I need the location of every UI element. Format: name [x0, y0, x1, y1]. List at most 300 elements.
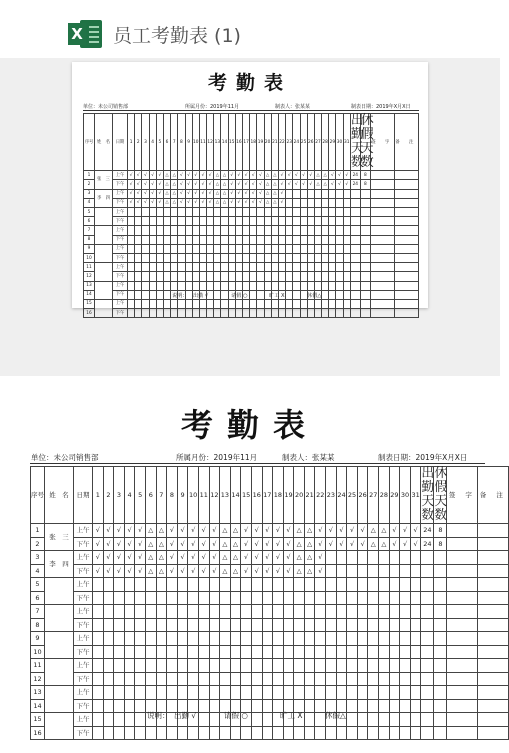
day-cell: △: [314, 171, 321, 180]
day-cell: √: [124, 551, 135, 565]
name-cell: [95, 281, 113, 299]
day-cell: [167, 672, 178, 686]
date-label: 制表日期：2019年X月X日: [378, 453, 468, 462]
day-cell: [145, 578, 156, 592]
note-cell: [394, 281, 418, 290]
day-cell: [230, 578, 241, 592]
day-cell: [221, 263, 228, 272]
attend-days-cell: [421, 591, 434, 605]
day-cell: [220, 686, 231, 700]
seq-cell: 9: [84, 244, 95, 253]
day-cell: [379, 551, 390, 565]
day-cell: √: [178, 189, 185, 198]
day-cell: √: [103, 524, 114, 538]
day-cell: [343, 217, 350, 226]
day-cell: [294, 632, 305, 646]
day-cell: [243, 263, 250, 272]
day-cell: [379, 591, 390, 605]
header-day: 27: [368, 467, 379, 524]
leave-days-cell: [360, 217, 370, 226]
day-cell: √: [257, 189, 264, 198]
day-cell: [220, 605, 231, 619]
table-row: [84, 309, 419, 318]
day-cell: [357, 605, 368, 619]
day-cell: [379, 713, 390, 727]
day-cell: √: [389, 524, 400, 538]
day-cell: [300, 281, 307, 290]
day-cell: [124, 713, 135, 727]
day-cell: [230, 672, 241, 686]
day-cell: [171, 208, 178, 217]
day-cell: [343, 189, 350, 198]
day-cell: [315, 605, 326, 619]
day-cell: [336, 272, 343, 281]
unit-label: 单位：未公司销售部: [83, 104, 129, 110]
note-cell: [478, 632, 509, 646]
day-cell: [251, 605, 262, 619]
day-cell: △: [145, 537, 156, 551]
seq-cell: 12: [84, 272, 95, 281]
header-day: 26: [357, 467, 368, 524]
day-cell: [221, 208, 228, 217]
leave-days-cell: [434, 645, 447, 659]
name-cell: [45, 713, 74, 740]
day-cell: [142, 253, 149, 262]
day-cell: √: [192, 189, 199, 198]
day-cell: [177, 726, 188, 740]
day-cell: [207, 235, 214, 244]
day-cell: [336, 618, 347, 632]
day-cell: △: [271, 180, 278, 189]
day-cell: √: [177, 524, 188, 538]
day-cell: √: [199, 198, 206, 207]
note-cell: [394, 272, 418, 281]
day-cell: √: [389, 537, 400, 551]
day-cell: [163, 290, 170, 299]
day-cell: [271, 244, 278, 253]
day-cell: [207, 208, 214, 217]
day-cell: [209, 686, 220, 700]
day-cell: [178, 217, 185, 226]
day-cell: [262, 659, 273, 673]
day-cell: [178, 244, 185, 253]
day-cell: [347, 686, 358, 700]
day-cell: √: [410, 524, 421, 538]
header-row: [84, 114, 419, 171]
leave-days-cell: [360, 299, 370, 308]
day-cell: [171, 235, 178, 244]
day-cell: △: [322, 180, 329, 189]
day-cell: [273, 618, 284, 632]
header-day: 18: [250, 114, 257, 171]
day-cell: [326, 564, 337, 578]
day-cell: √: [124, 524, 135, 538]
note-cell: [394, 208, 418, 217]
attend-days-cell: [421, 699, 434, 713]
attend-days-cell: 24: [350, 180, 360, 189]
day-cell: [314, 309, 321, 318]
day-cell: [128, 272, 135, 281]
day-cell: [304, 645, 315, 659]
day-cell: [207, 281, 214, 290]
day-cell: [188, 632, 199, 646]
day-cell: [209, 726, 220, 740]
day-cell: [315, 686, 326, 700]
day-cell: [257, 263, 264, 272]
day-cell: [336, 208, 343, 217]
day-cell: △: [145, 551, 156, 565]
day-cell: [142, 263, 149, 272]
day-cell: [214, 226, 221, 235]
day-cell: √: [149, 189, 156, 198]
day-cell: [336, 564, 347, 578]
day-cell: [235, 272, 242, 281]
table-row: [31, 591, 509, 605]
day-cell: [167, 686, 178, 700]
day-cell: [185, 272, 192, 281]
day-cell: [209, 632, 220, 646]
day-cell: [199, 226, 206, 235]
seq-cell: 14: [31, 699, 45, 713]
day-cell: [142, 244, 149, 253]
day-cell: [293, 253, 300, 262]
header-day: 19: [257, 114, 264, 171]
day-cell: [209, 578, 220, 592]
day-cell: △: [171, 180, 178, 189]
day-cell: [257, 281, 264, 290]
day-cell: [400, 686, 411, 700]
day-cell: [300, 263, 307, 272]
day-cell: △: [220, 537, 231, 551]
day-cell: [93, 686, 104, 700]
legend-vacation: 休假△: [307, 293, 322, 299]
day-cell: [135, 686, 146, 700]
day-cell: [343, 226, 350, 235]
leave-days-cell: [360, 244, 370, 253]
day-cell: △: [230, 564, 241, 578]
header-day: 6: [163, 114, 170, 171]
day-cell: [167, 726, 178, 740]
leave-days-cell: 8: [360, 180, 370, 189]
day-cell: △: [214, 171, 221, 180]
day-cell: √: [286, 180, 293, 189]
day-cell: [135, 591, 146, 605]
day-cell: [230, 726, 241, 740]
day-cell: [314, 253, 321, 262]
day-cell: √: [135, 524, 146, 538]
day-cell: [167, 605, 178, 619]
day-cell: [177, 591, 188, 605]
day-cell: √: [188, 551, 199, 565]
day-cell: [243, 253, 250, 262]
day-cell: [93, 618, 104, 632]
day-cell: [135, 217, 142, 226]
day-cell: [209, 645, 220, 659]
leave-days-cell: [434, 632, 447, 646]
sign-cell: [370, 263, 394, 272]
day-cell: [135, 272, 142, 281]
day-cell: [336, 686, 347, 700]
day-cell: [262, 699, 273, 713]
day-cell: [192, 299, 199, 308]
name-cell: [45, 632, 74, 659]
header-name: 姓 名: [95, 114, 113, 171]
day-cell: [178, 263, 185, 272]
legend-present: 出勤 √: [174, 711, 197, 720]
day-cell: △: [171, 171, 178, 180]
day-cell: [192, 309, 199, 318]
day-cell: [128, 309, 135, 318]
day-cell: [149, 208, 156, 217]
table-row: [31, 551, 509, 565]
day-cell: [250, 299, 257, 308]
day-cell: [209, 672, 220, 686]
day-cell: √: [149, 198, 156, 207]
day-cell: [250, 235, 257, 244]
day-cell: [156, 672, 167, 686]
day-cell: √: [283, 551, 294, 565]
day-cell: [315, 672, 326, 686]
leave-days-cell: [360, 263, 370, 272]
day-cell: √: [251, 551, 262, 565]
preview-sheet-small: [72, 62, 428, 316]
day-cell: [278, 309, 285, 318]
leave-days-cell: [434, 699, 447, 713]
day-cell: △: [220, 564, 231, 578]
day-cell: [286, 244, 293, 253]
day-cell: [400, 645, 411, 659]
day-cell: [220, 645, 231, 659]
day-cell: √: [250, 180, 257, 189]
day-cell: [315, 632, 326, 646]
day-cell: [294, 578, 305, 592]
day-cell: [243, 235, 250, 244]
day-cell: [293, 226, 300, 235]
leave-days-cell: [360, 309, 370, 318]
day-cell: [304, 672, 315, 686]
header-day: 15: [241, 467, 252, 524]
preview-sheet-large: [14, 394, 507, 737]
day-cell: [300, 217, 307, 226]
day-cell: [188, 672, 199, 686]
day-cell: √: [177, 551, 188, 565]
day-cell: [114, 713, 125, 727]
day-cell: [128, 263, 135, 272]
day-cell: [142, 217, 149, 226]
day-cell: [278, 281, 285, 290]
day-cell: √: [156, 198, 163, 207]
day-cell: [128, 253, 135, 262]
day-cell: [326, 618, 337, 632]
day-cell: [314, 244, 321, 253]
day-cell: [294, 659, 305, 673]
day-cell: [389, 645, 400, 659]
day-cell: [214, 208, 221, 217]
day-cell: △: [220, 524, 231, 538]
sign-cell: [447, 605, 478, 619]
day-cell: [307, 189, 314, 198]
header-day: 23: [326, 467, 337, 524]
day-cell: [178, 226, 185, 235]
day-cell: √: [103, 564, 114, 578]
day-cell: △: [220, 551, 231, 565]
day-cell: [171, 226, 178, 235]
day-cell: √: [243, 171, 250, 180]
day-cell: [171, 217, 178, 226]
day-cell: [178, 309, 185, 318]
day-cell: [271, 217, 278, 226]
day-cell: [103, 591, 114, 605]
note-cell: [394, 253, 418, 262]
day-cell: [343, 309, 350, 318]
day-cell: [135, 208, 142, 217]
header-day: 31: [410, 467, 421, 524]
day-cell: △: [156, 524, 167, 538]
header-day: 21: [271, 114, 278, 171]
day-cell: [128, 235, 135, 244]
day-cell: [214, 272, 221, 281]
day-cell: [220, 578, 231, 592]
day-cell: √: [188, 524, 199, 538]
day-cell: √: [177, 564, 188, 578]
day-cell: [188, 578, 199, 592]
day-cell: [235, 217, 242, 226]
note-cell: [394, 189, 418, 198]
header-day: 8: [167, 467, 178, 524]
day-cell: √: [178, 198, 185, 207]
day-cell: △: [230, 537, 241, 551]
day-cell: [304, 618, 315, 632]
seq-cell: 4: [84, 198, 95, 207]
day-cell: [336, 578, 347, 592]
period-cell: 下午: [74, 564, 93, 578]
day-cell: [368, 713, 379, 727]
day-cell: [262, 686, 273, 700]
day-cell: [273, 672, 284, 686]
day-cell: [251, 659, 262, 673]
legend-leave: 请假 ○: [224, 711, 248, 720]
day-cell: [379, 605, 390, 619]
day-cell: [250, 309, 257, 318]
day-cell: [286, 189, 293, 198]
day-cell: √: [315, 537, 326, 551]
day-cell: [389, 672, 400, 686]
day-cell: [230, 645, 241, 659]
day-cell: [185, 281, 192, 290]
day-cell: [93, 726, 104, 740]
day-cell: [128, 226, 135, 235]
day-cell: √: [329, 171, 336, 180]
day-cell: √: [307, 180, 314, 189]
day-cell: [304, 699, 315, 713]
day-cell: √: [103, 551, 114, 565]
day-cell: [114, 632, 125, 646]
day-cell: √: [185, 171, 192, 180]
day-cell: [257, 272, 264, 281]
day-cell: √: [93, 524, 104, 538]
day-cell: [278, 272, 285, 281]
day-cell: [93, 632, 104, 646]
day-cell: △: [156, 537, 167, 551]
header-day: 18: [273, 467, 284, 524]
day-cell: [273, 605, 284, 619]
day-cell: [221, 235, 228, 244]
day-cell: √: [262, 537, 273, 551]
day-cell: [114, 618, 125, 632]
attend-days-cell: [421, 632, 434, 646]
day-cell: [336, 309, 343, 318]
attendance-table: [30, 466, 509, 740]
day-cell: √: [347, 524, 358, 538]
day-cell: [257, 253, 264, 262]
file-title: 员工考勤表 (1): [113, 25, 241, 47]
day-cell: [326, 672, 337, 686]
day-cell: [241, 605, 252, 619]
day-cell: [357, 618, 368, 632]
seq-cell: 7: [84, 226, 95, 235]
leave-days-cell: [360, 290, 370, 299]
day-cell: [368, 564, 379, 578]
attend-days-cell: [421, 726, 434, 740]
day-cell: [343, 272, 350, 281]
day-cell: [343, 290, 350, 299]
day-cell: [357, 726, 368, 740]
day-cell: [142, 281, 149, 290]
day-cell: √: [135, 171, 142, 180]
day-cell: [389, 686, 400, 700]
day-cell: √: [93, 551, 104, 565]
day-cell: [192, 235, 199, 244]
day-cell: √: [135, 189, 142, 198]
header-day: 8: [178, 114, 185, 171]
period-cell: 上午: [74, 524, 93, 538]
maker-label: 制表人：张某某: [275, 104, 311, 110]
day-cell: [307, 299, 314, 308]
header-name: 姓 名: [45, 467, 74, 524]
day-cell: √: [198, 537, 209, 551]
day-cell: [264, 299, 271, 308]
seq-cell: 16: [84, 309, 95, 318]
header-day: 14: [221, 114, 228, 171]
day-cell: △: [230, 551, 241, 565]
day-cell: √: [192, 198, 199, 207]
day-cell: [329, 235, 336, 244]
day-cell: [343, 244, 350, 253]
day-cell: [257, 235, 264, 244]
day-cell: △: [264, 180, 271, 189]
day-cell: [163, 272, 170, 281]
day-cell: [93, 699, 104, 713]
day-cell: [389, 659, 400, 673]
note-cell: [478, 564, 509, 578]
day-cell: √: [235, 171, 242, 180]
day-cell: △: [221, 189, 228, 198]
day-cell: [163, 309, 170, 318]
day-cell: [294, 605, 305, 619]
day-cell: [329, 253, 336, 262]
day-cell: [322, 244, 329, 253]
day-cell: [368, 618, 379, 632]
day-cell: [103, 713, 114, 727]
day-cell: [241, 618, 252, 632]
day-cell: [241, 591, 252, 605]
day-cell: √: [400, 537, 411, 551]
day-cell: [221, 281, 228, 290]
day-cell: [293, 235, 300, 244]
header-sign: 签 字: [447, 467, 478, 524]
day-cell: [185, 235, 192, 244]
header-day: 4: [149, 114, 156, 171]
